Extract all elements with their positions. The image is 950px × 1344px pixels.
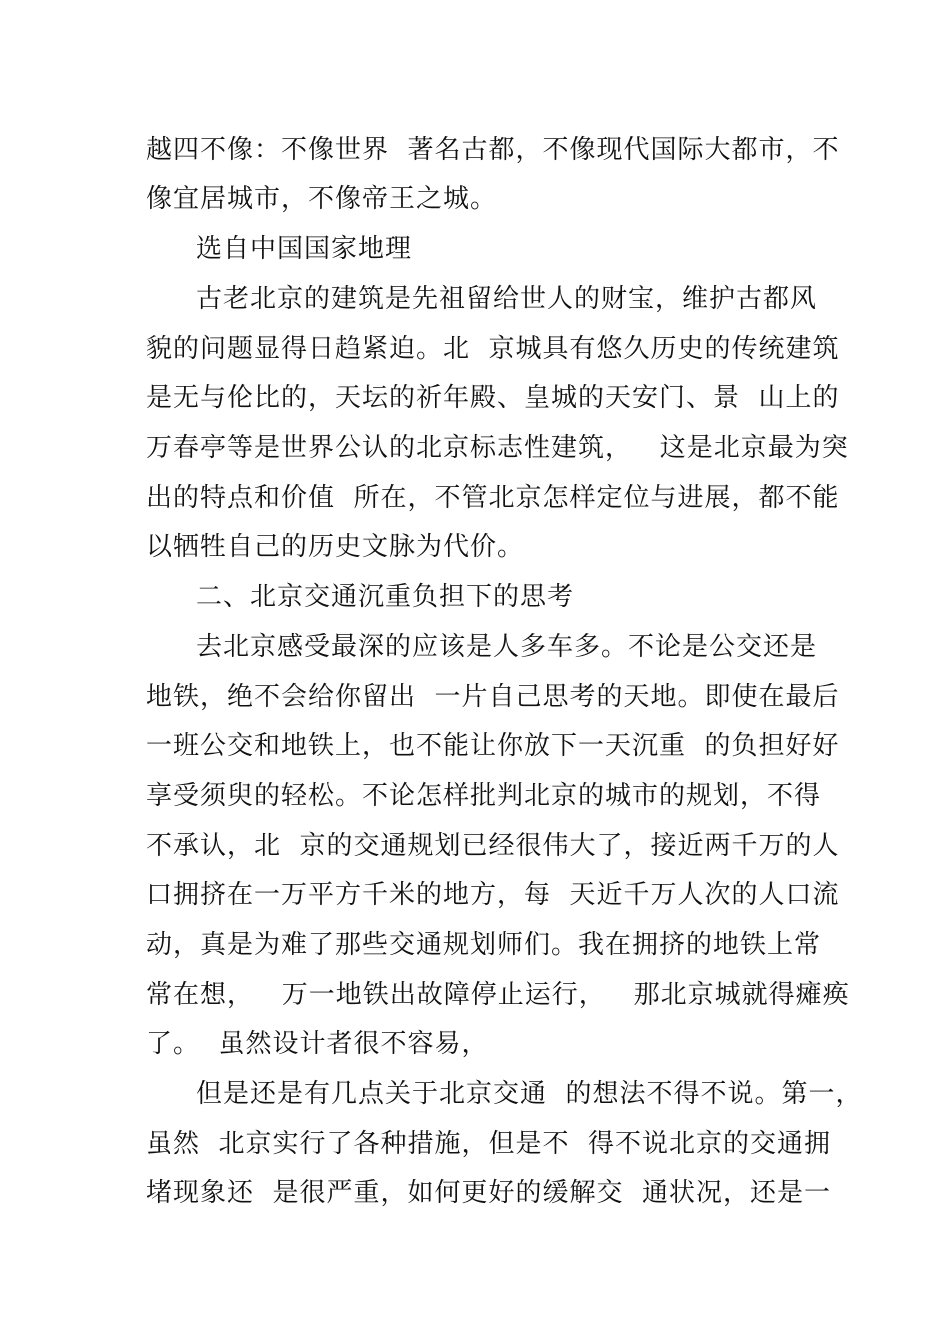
source-line: 选自中国国家地理 <box>196 234 413 264</box>
text-line: 古老北京的建筑是先祖留给世人的财宝，维护古都风 <box>196 284 818 314</box>
text-line: 去北京感受最深的应该是人多车多。不论是公交还是 <box>196 632 818 662</box>
text-line: 万春亭等是世界公认的北京标志性建筑， 这是北京最为突 <box>146 433 849 463</box>
text-line: 一班公交和地铁上，也不能让你放下一天沉重 的负担好好 <box>146 731 840 761</box>
text-line: 像宜居城市，不像帝王之城。 <box>146 184 498 214</box>
text-line: 享受须臾的轻松。不论怎样批判北京的城市的规划，不得 <box>146 781 822 811</box>
text-line: 动，真是为难了那些交通规划师们。我在拥挤的地铁上常 <box>146 930 822 960</box>
text-line: 出的特点和价值 所在，不管北京怎样定位与进展，都不能 <box>146 483 840 513</box>
text-line: 地铁，绝不会给你留出 一片自己思考的天地。即使在最后 <box>146 682 840 712</box>
section-heading: 二、北京交通沉重负担下的思考 <box>196 582 575 612</box>
text-line: 貌的问题显得日趋紧迫。北 京城具有悠久历史的传统建筑 <box>146 334 840 364</box>
text-line: 越四不像：不像世界 著名古都，不像现代国际大都市，不 <box>146 135 840 165</box>
text-line: 了。 虽然设计者很不容易， <box>146 1029 489 1059</box>
text-line: 堵现象还 是很严重，如何更好的缓解交 通状况，还是一 <box>146 1178 832 1208</box>
text-line: 以牺牲自己的历史文脉为代价。 <box>146 532 525 562</box>
text-line: 虽然 北京实行了各种措施，但是不 得不说北京的交通拥 <box>146 1129 832 1159</box>
text-line: 不承认，北 京的交通规划已经很伟大了，接近两千万的人 <box>146 831 840 861</box>
text-line: 但是还是有几点关于北京交通 的想法不得不说。第一， <box>196 1079 863 1109</box>
text-line: 口拥挤在一万平方千米的地方，每 天近千万人次的人口流 <box>146 880 840 910</box>
text-line: 是无与伦比的，天坛的祈年殿、皇城的天安门、景 山上的 <box>146 383 840 413</box>
text-line: 常在想， 万一地铁出故障停止运行， 那北京城就得瘫痪 <box>146 980 850 1010</box>
